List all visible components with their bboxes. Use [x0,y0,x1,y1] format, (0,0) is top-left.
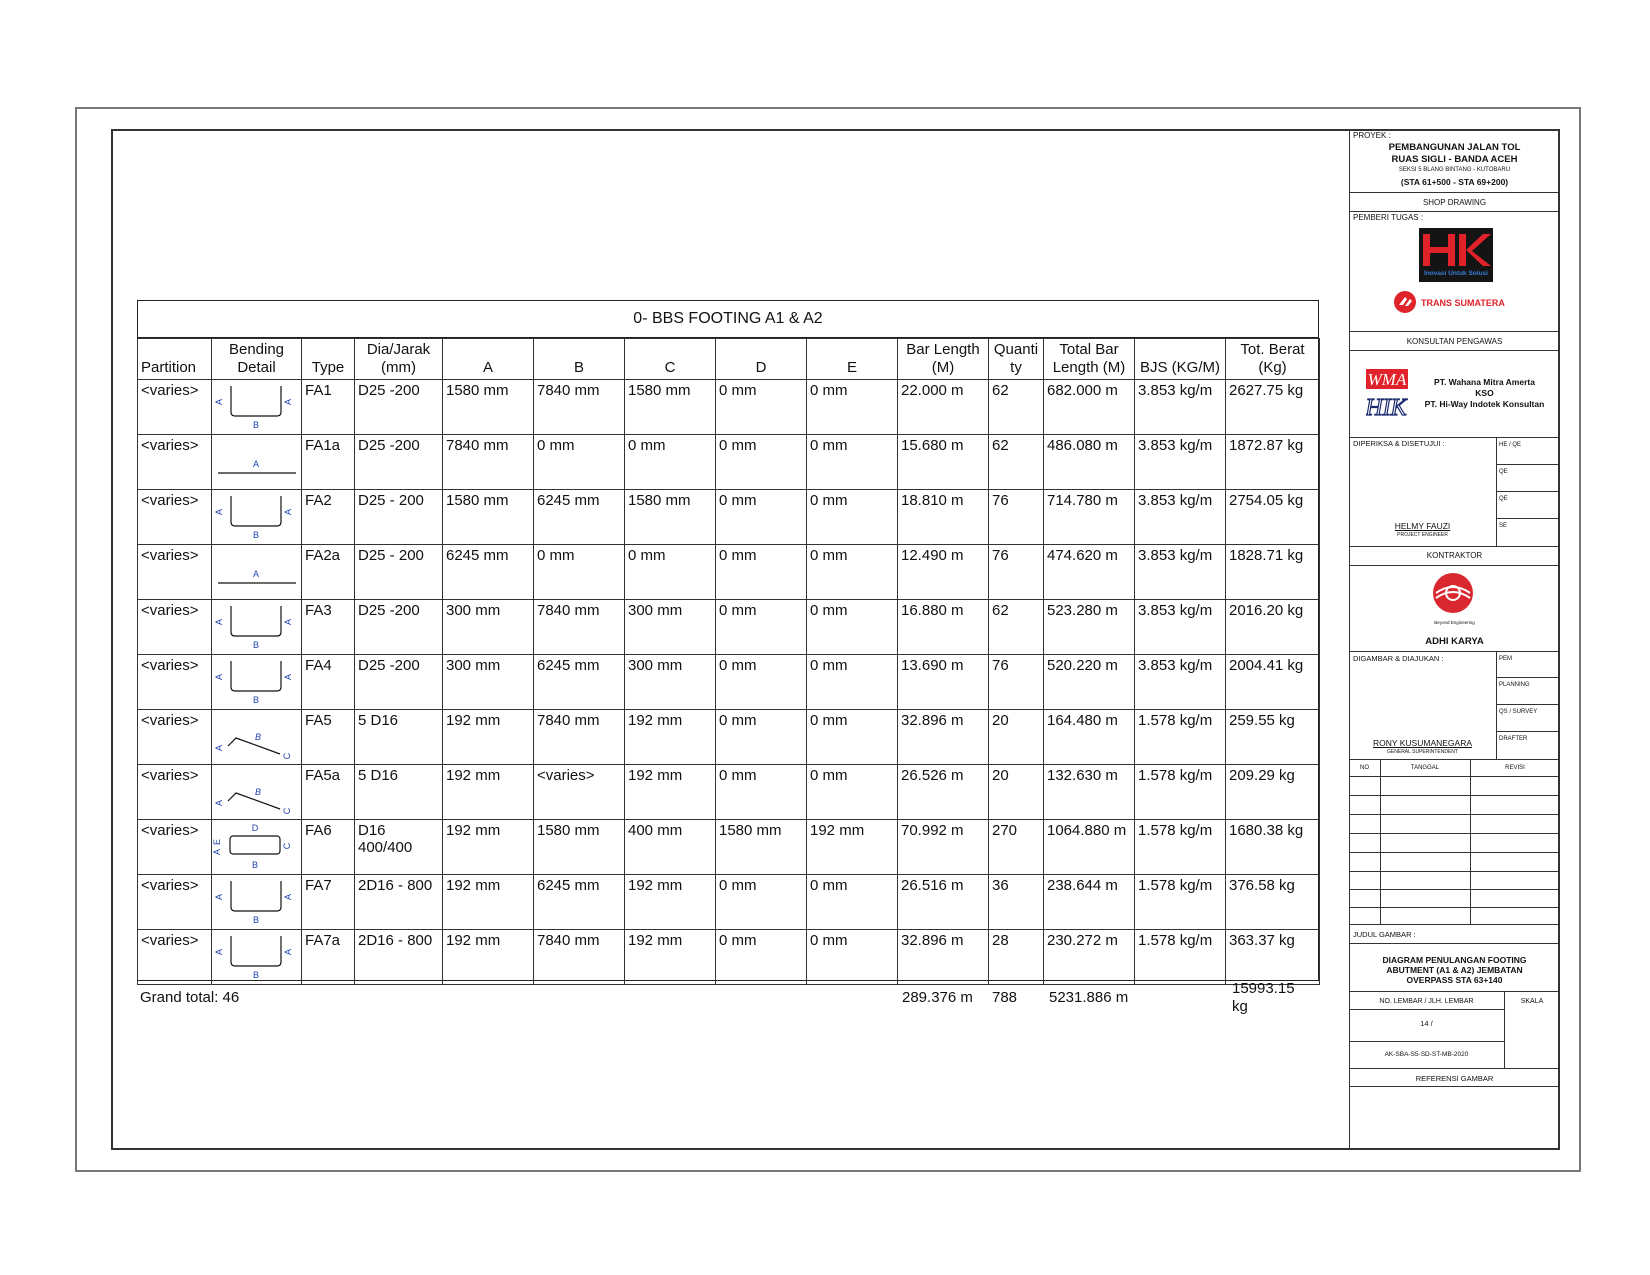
quantity-cell: 76 [989,655,1044,710]
role-pem: PEM [1499,656,1513,662]
dia-jarak-cell: D25 - 200 [355,490,443,545]
svg-text:A: A [214,673,224,681]
tot-berat-cell: 1828.71 kg [1226,545,1320,600]
svg-text:C: C [282,842,292,850]
table-row [138,490,1320,545]
table-row [138,765,1320,820]
bar-length-cell: 26.516 m [898,875,989,930]
bending-shape [212,435,302,485]
table-row [138,435,1320,490]
total-bar-length-cell: 164.480 m [1044,710,1135,765]
svg-text:A: A [214,799,224,807]
tot-berat-cell: 2627.75 kg [1226,380,1320,435]
svg-text:B: B [252,695,260,705]
approver-name: HELMY FAUZI [1394,521,1451,531]
column-header: Bar Length (M) [898,339,989,380]
c-cell: 192 mm [625,875,716,930]
bar-length-cell: 70.992 m [898,820,989,875]
partition-cell: <varies> [138,655,212,710]
judul-line-1: DIAGRAM PENULANGAN FOOTING [1382,955,1527,965]
c-cell: 300 mm [625,655,716,710]
total-bar-length-cell: 520.220 m [1044,655,1135,710]
type-cell: FA3 [302,600,355,655]
svg-text:B: B [252,420,260,430]
a-cell: 192 mm [443,820,534,875]
drafter-name: RONY KUSUMANEGARA [1372,738,1473,748]
bar-length-cell: 18.810 m [898,490,989,545]
type-cell: FA4 [302,655,355,710]
total-bar-length-cell: 238.644 m [1044,875,1135,930]
grand-total-quantity: 788 [992,989,1018,1006]
c-cell: 300 mm [625,600,716,655]
column-header: B [534,339,625,380]
type-cell: FA5a [302,765,355,820]
bending-detail [212,655,301,705]
d-cell: 0 mm [716,930,807,985]
d-cell: 0 mm [716,545,807,600]
bar-length-cell: 16.880 m [898,600,989,655]
d-cell: 0 mm [716,875,807,930]
judul-line-3: OVERPASS STA 63+140 [1406,975,1503,985]
role-qe-2: QE [1499,496,1508,502]
partition-cell: <varies> [138,600,212,655]
column-header: D [716,339,807,380]
bending-detail-cell [212,435,302,490]
e-cell: 0 mm [807,600,898,655]
column-header: Tot. Berat (Kg) [1226,339,1320,380]
bending-detail [212,490,301,540]
tot-berat-cell: 1680.38 kg [1226,820,1320,875]
partition-cell: <varies> [138,545,212,600]
revisi-header-tanggal: TANGGAL [1410,765,1440,771]
konsultan-line-3: PT. Hi-Way Indotek Konsultan [1424,399,1545,409]
role-qe-1: QE [1499,469,1508,475]
role-he-qe: HE / QE [1499,442,1522,448]
konsultan-label: KONSULTAN PENGAWAS [1406,337,1503,346]
bending-shape [212,820,302,870]
type-cell: FA2 [302,490,355,545]
konsultan-line-1: PT. Wahana Mitra Amerta [1434,377,1535,387]
total-bar-length-cell: 486.080 m [1044,435,1135,490]
bending-shape [212,710,302,760]
tot-berat-cell: 2754.05 kg [1226,490,1320,545]
grand-total-berat: 15993.15 kg [1232,980,1295,1015]
drawing-number: AK-SBA-S5-SD-ST-MB-2020 [1384,1051,1469,1058]
table-row [138,875,1320,930]
tot-berat-cell: 363.37 kg [1226,930,1320,985]
bending-shape [212,490,302,540]
svg-text:A: A [283,618,293,626]
bjs-cell: 3.853 kg/m [1135,655,1226,710]
bending-detail-cell [212,490,302,545]
bar-length-cell: 32.896 m [898,930,989,985]
bending-detail-cell [212,820,302,875]
partition-cell: <varies> [138,710,212,765]
svg-text:C: C [282,807,292,815]
referensi-label: REFERENSI GAMBAR [1415,1074,1494,1083]
e-cell: 0 mm [807,545,898,600]
diperiksa-label: DIPERIKSA & DISETUJUI : [1353,439,1445,448]
schedule-title: 0- BBS FOOTING A1 & A2 [137,300,1319,338]
bending-shape [212,655,302,705]
svg-text:E: E [212,838,222,846]
type-cell: FA5 [302,710,355,765]
role-qs-survey: QS / SURVEY [1499,709,1538,715]
grand-total-bar-length: 289.376 m [902,989,973,1006]
skala-label: SKALA [1520,998,1544,1005]
a-cell: 1580 mm [443,380,534,435]
table-row [138,820,1320,875]
proyek-label: PROYEK : [1353,131,1391,140]
table-row [138,380,1320,435]
bar-length-cell: 32.896 m [898,710,989,765]
bjs-cell: 1.578 kg/m [1135,820,1226,875]
hk-tagline: Inovasi Untuk Solusi [1424,270,1488,277]
svg-text:A: A [214,893,224,901]
partition-cell: <varies> [138,490,212,545]
d-cell: 0 mm [716,600,807,655]
d-cell: 0 mm [716,380,807,435]
column-header: A [443,339,534,380]
svg-text:A: A [214,948,224,956]
role-se: SE [1499,523,1508,529]
total-bar-length-cell: 230.272 m [1044,930,1135,985]
quantity-cell: 62 [989,435,1044,490]
trans-sumatera-logo [1393,290,1417,314]
bending-detail [212,765,301,815]
e-cell: 0 mm [807,380,898,435]
c-cell: 1580 mm [625,380,716,435]
bjs-cell: 1.578 kg/m [1135,875,1226,930]
bjs-cell: 1.578 kg/m [1135,710,1226,765]
b-cell: 6245 mm [534,875,625,930]
pemberi-tugas-label: PEMBERI TUGAS : [1353,213,1424,222]
bar-length-cell: 26.526 m [898,765,989,820]
e-cell: 192 mm [807,820,898,875]
bjs-cell: 1.578 kg/m [1135,930,1226,985]
c-cell: 1580 mm [625,490,716,545]
b-cell: <varies> [534,765,625,820]
b-cell: 0 mm [534,545,625,600]
e-cell: 0 mm [807,490,898,545]
a-cell: 300 mm [443,655,534,710]
bbs-table [137,338,1320,985]
partition-cell: <varies> [138,380,212,435]
bending-shape [212,600,302,650]
column-header: Bending Detail [212,339,302,380]
partition-cell: <varies> [138,435,212,490]
a-cell: 300 mm [443,600,534,655]
bending-detail [212,545,301,595]
partition-cell: <varies> [138,875,212,930]
quantity-cell: 36 [989,875,1044,930]
a-cell: 192 mm [443,875,534,930]
d-cell: 0 mm [716,765,807,820]
quantity-cell: 62 [989,600,1044,655]
type-cell: FA7 [302,875,355,930]
tot-berat-cell: 2004.41 kg [1226,655,1320,710]
partition-cell: <varies> [138,820,212,875]
svg-text:B: B [254,732,262,742]
svg-text:B: B [252,530,260,540]
bjs-cell: 3.853 kg/m [1135,490,1226,545]
kontraktor-label: KONTRAKTOR [1426,551,1483,560]
project-line-3: SEKSI 5 BLANG BINTANG - KUTOBARU [1398,167,1511,173]
column-header: BJS (KG/M) [1135,339,1226,380]
b-cell: 6245 mm [534,655,625,710]
svg-text:A: A [212,848,222,856]
hk-logo [1419,228,1493,282]
bjs-cell: 1.578 kg/m [1135,765,1226,820]
project-line-2: RUAS SIGLI - BANDA ACEH [1391,154,1518,165]
c-cell: 192 mm [625,710,716,765]
bending-detail [212,600,301,650]
type-cell: FA1a [302,435,355,490]
adhi-karya-logo [1428,571,1478,621]
svg-text:B: B [254,787,262,797]
b-cell: 6245 mm [534,490,625,545]
dia-jarak-cell: 2D16 - 800 [355,875,443,930]
dia-jarak-cell: D25 -200 [355,600,443,655]
table-row [138,710,1320,765]
quantity-cell: 28 [989,930,1044,985]
quantity-cell: 20 [989,710,1044,765]
role-drafter: DRAFTER [1499,736,1528,742]
bar-length-cell: 12.490 m [898,545,989,600]
bending-detail-cell [212,655,302,710]
a-cell: 192 mm [443,710,534,765]
svg-text:HIK: HIK [1366,395,1407,419]
quantity-cell: 76 [989,545,1044,600]
bending-detail-cell [212,765,302,820]
bending-detail [212,930,301,980]
e-cell: 0 mm [807,765,898,820]
column-header: Type [302,339,355,380]
bending-detail-cell [212,930,302,985]
bjs-cell: 3.853 kg/m [1135,600,1226,655]
quantity-cell: 76 [989,490,1044,545]
type-cell: FA6 [302,820,355,875]
tot-berat-cell: 2016.20 kg [1226,600,1320,655]
revisi-header-revisi: REVISI [1505,765,1525,771]
partition-cell: <varies> [138,930,212,985]
svg-text:A: A [283,948,293,956]
bending-shape [212,875,302,925]
bending-shape [212,765,302,815]
dia-jarak-cell: 5 D16 [355,710,443,765]
c-cell: 192 mm [625,930,716,985]
bending-detail [212,710,301,760]
svg-text:A: A [214,398,224,406]
dia-jarak-cell: D16 400/400 [355,820,443,875]
a-cell: 192 mm [443,930,534,985]
a-cell: 1580 mm [443,490,534,545]
revisi-header-no: NO [1360,765,1369,771]
svg-text:A: A [283,673,293,681]
e-cell: 0 mm [807,875,898,930]
adhi-tagline: Beyond Engineering [1434,620,1475,625]
bjs-cell: 3.853 kg/m [1135,545,1226,600]
bending-shape [212,545,302,595]
d-cell: 0 mm [716,490,807,545]
column-header: Total Bar Length (M) [1044,339,1135,380]
table-row [138,930,1320,985]
lembar-value: 14 / [1420,1019,1433,1028]
total-bar-length-cell: 474.620 m [1044,545,1135,600]
approver-title: PROJECT ENGINEER [1397,532,1448,538]
wma-hik-logo [1366,367,1408,419]
table-header-row [138,339,1320,380]
bjs-cell: 3.853 kg/m [1135,435,1226,490]
svg-text:WMA: WMA [1367,370,1407,389]
konsultan-line-2: KSO [1475,388,1494,398]
bar-length-cell: 22.000 m [898,380,989,435]
type-cell: FA7a [302,930,355,985]
total-bar-length-cell: 682.000 m [1044,380,1135,435]
bending-detail-cell [212,380,302,435]
total-bar-length-cell: 523.280 m [1044,600,1135,655]
bending-detail [212,435,301,485]
contractor-name: ADHI KARYA [1425,636,1484,647]
bending-detail-cell [212,710,302,765]
bar-length-cell: 15.680 m [898,435,989,490]
bjs-cell: 3.853 kg/m [1135,380,1226,435]
dia-jarak-cell: 2D16 - 800 [355,930,443,985]
project-line-4: (STA 61+500 - STA 69+200) [1400,177,1509,187]
table-row [138,655,1320,710]
bending-shape [212,380,302,430]
e-cell: 0 mm [807,930,898,985]
project-line-1: PEMBANGUNAN JALAN TOL [1388,142,1521,153]
quantity-cell: 20 [989,765,1044,820]
tot-berat-cell: 209.29 kg [1226,765,1320,820]
e-cell: 0 mm [807,435,898,490]
drafter-title: GENERAL SUPERINTENDENT [1387,749,1458,755]
trans-sumatera-text: TRANS SUMATERA [1421,298,1505,308]
table-row [138,600,1320,655]
column-header: E [807,339,898,380]
lembar-label: NO. LEMBAR / JLH. LEMBAR [1379,998,1474,1005]
c-cell: 0 mm [625,545,716,600]
c-cell: 400 mm [625,820,716,875]
judul-label: JUDUL GAMBAR : [1353,930,1416,939]
svg-text:A: A [252,459,260,469]
tot-berat-cell: 1872.87 kg [1226,435,1320,490]
dia-jarak-cell: D25 - 200 [355,545,443,600]
role-planning: PLANNING [1499,682,1530,688]
type-cell: FA1 [302,380,355,435]
a-cell: 6245 mm [443,545,534,600]
column-header: Partition [138,339,212,380]
grand-total-label: Grand total: 46 [140,989,240,1006]
b-cell: 7840 mm [534,380,625,435]
svg-text:A: A [214,744,224,752]
e-cell: 0 mm [807,710,898,765]
a-cell: 7840 mm [443,435,534,490]
bending-detail [212,380,301,430]
c-cell: 192 mm [625,765,716,820]
quantity-cell: 62 [989,380,1044,435]
b-cell: 7840 mm [534,600,625,655]
svg-text:D: D [251,823,259,833]
svg-text:A: A [214,508,224,516]
d-cell: 0 mm [716,435,807,490]
grand-total-length: 5231.886 m [1049,989,1129,1006]
tot-berat-cell: 259.55 kg [1226,710,1320,765]
dia-jarak-cell: D25 -200 [355,435,443,490]
table-row [138,545,1320,600]
dia-jarak-cell: 5 D16 [355,765,443,820]
svg-text:A: A [283,508,293,516]
column-header: C [625,339,716,380]
type-cell: FA2a [302,545,355,600]
bending-shape [212,930,302,980]
bending-detail-cell [212,875,302,930]
svg-text:B: B [252,970,260,980]
dia-jarak-cell: D25 -200 [355,655,443,710]
bar-length-cell: 13.690 m [898,655,989,710]
svg-text:A: A [214,618,224,626]
bending-detail [212,875,301,925]
c-cell: 0 mm [625,435,716,490]
dia-jarak-cell: D25 -200 [355,380,443,435]
svg-text:B: B [252,915,260,925]
total-bar-length-cell: 714.780 m [1044,490,1135,545]
svg-text:C: C [282,752,292,760]
svg-text:A: A [283,398,293,406]
d-cell: 0 mm [716,710,807,765]
shop-drawing-label: SHOP DRAWING [1422,198,1487,207]
b-cell: 7840 mm [534,710,625,765]
total-bar-length-cell: 1064.880 m [1044,820,1135,875]
column-header: Quanti ty [989,339,1044,380]
e-cell: 0 mm [807,655,898,710]
quantity-cell: 270 [989,820,1044,875]
d-cell: 0 mm [716,655,807,710]
total-bar-length-cell: 132.630 m [1044,765,1135,820]
b-cell: 7840 mm [534,930,625,985]
column-header: Dia/Jarak (mm) [355,339,443,380]
a-cell: 192 mm [443,765,534,820]
judul-line-2: ABUTMENT (A1 & A2) JEMBATAN [1386,965,1523,975]
bending-detail-cell [212,545,302,600]
svg-text:B: B [252,640,260,650]
b-cell: 1580 mm [534,820,625,875]
digambar-label: DIGAMBAR & DIAJUKAN : [1353,654,1444,663]
tot-berat-cell: 376.58 kg [1226,875,1320,930]
svg-text:A: A [252,569,260,579]
bending-detail [212,820,301,870]
svg-text:A: A [283,893,293,901]
svg-text:B: B [251,860,259,870]
d-cell: 1580 mm [716,820,807,875]
partition-cell: <varies> [138,765,212,820]
b-cell: 0 mm [534,435,625,490]
bending-detail-cell [212,600,302,655]
